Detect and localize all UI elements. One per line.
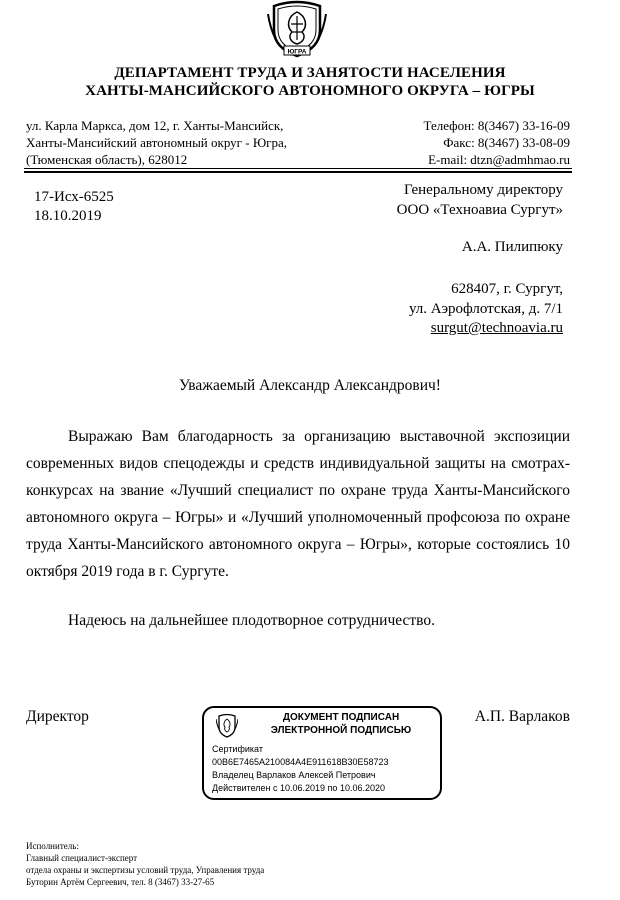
- certificate-number: 00B6E7465A210084A4E911618B30E58723: [212, 757, 389, 767]
- certificate-owner: Владелец Варлаков Алексей Петрович: [212, 770, 376, 780]
- stamp-title-line: ДОКУМЕНТ ПОДПИСАН: [282, 712, 400, 723]
- registration-date: 18.10.2019: [34, 208, 102, 224]
- letter-body: [26, 423, 570, 585]
- letter-greeting: Уважаемый Александр Александрович!: [179, 377, 441, 394]
- executor-block: [26, 840, 264, 888]
- fax-number: Факс: 8(3467) 33-08-09: [443, 135, 570, 150]
- recipient-position: Генеральному директору: [403, 182, 563, 198]
- stamp-title: [246, 711, 436, 737]
- header-divider-thick: [24, 171, 572, 173]
- recipient-street: ул. Аэрофлотская, д. 7/1: [408, 300, 563, 317]
- executor-department: отдела охраны и экспертизы условий труда, Управления труда: [26, 865, 265, 875]
- stamp-details: [212, 743, 389, 795]
- electronic-signature-stamp: [202, 706, 442, 800]
- address-line: (Тюменская область), 628012: [26, 152, 188, 167]
- department-name-line2: ХАНТЫ-МАНСИЙСКОГО АВТОНОМНОГО ОКРУГА – ЮГРЫ: [85, 83, 535, 99]
- emblem-caption: ЮГРА: [287, 48, 307, 56]
- letter-closing: Надеюсь на дальнейшее плодотворное сотрудничество.: [68, 612, 436, 629]
- address-line: ул. Карла Маркса, дом 12, г. Ханты-Мансийск,: [26, 118, 284, 133]
- certificate-validity: Действителен с 10.06.2019 по 10.06.2020: [212, 783, 385, 793]
- phone-number: Телефон: 8(3467) 33-16-09: [423, 118, 570, 133]
- executor-contact: Буторин Артём Сергеевич, тел. 8 (3467) 33-27-65: [26, 877, 215, 887]
- certificate-label: Сертификат: [212, 744, 263, 754]
- signatory-position: Директор: [26, 708, 89, 725]
- header-divider: [24, 168, 572, 169]
- registration-number: 17-Исх-6525: [34, 189, 114, 205]
- registration-block: [34, 188, 114, 226]
- coat-of-arms-icon: [266, 0, 328, 58]
- letter-paragraph: Выражаю Вам благодарность за организацию выставочной экспозиции современных видов спецодежды и средств индивидуальной защиты на смотрах-конкурсах на звание «Лучший специалист по охране труда Ханты-Мансийского автономного округа – Югры» и «Лучший уполномоченный профсоюза по охране труда Ханты-Мансийского автономного округа – Югры», которые состоялись 10 октября 2019 года в г. Сургуте.: [26, 428, 570, 580]
- recipient-email-link[interactable]: surgut@technoavia.ru: [430, 320, 563, 336]
- recipient-name: А.А. Пилипюку: [461, 239, 563, 255]
- department-address: [26, 117, 287, 168]
- signatory-name: А.П. Варлаков: [474, 708, 570, 725]
- stamp-emblem-icon: [216, 713, 238, 739]
- stamp-title-line: ЭЛЕКТРОННОЙ ПОДПИСЬЮ: [270, 725, 412, 736]
- recipient-company: ООО «Техноавиа Сургут»: [396, 201, 563, 218]
- address-line: Ханты-Мансийский автономный округ - Югра,: [26, 135, 288, 150]
- executor-title: Главный специалист-эксперт: [26, 853, 138, 863]
- department-contacts: [424, 117, 570, 168]
- recipient-city: 628407, г. Сургут,: [451, 281, 563, 297]
- executor-label: Исполнитель:: [26, 841, 79, 851]
- recipient-title: [397, 181, 563, 220]
- recipient-address: [409, 280, 563, 339]
- department-name-line1: ДЕПАРТАМЕНТ ТРУДА И ЗАНЯТОСТИ НАСЕЛЕНИЯ: [114, 65, 506, 81]
- email-address: E-mail: dtzn@admhmao.ru: [428, 152, 570, 167]
